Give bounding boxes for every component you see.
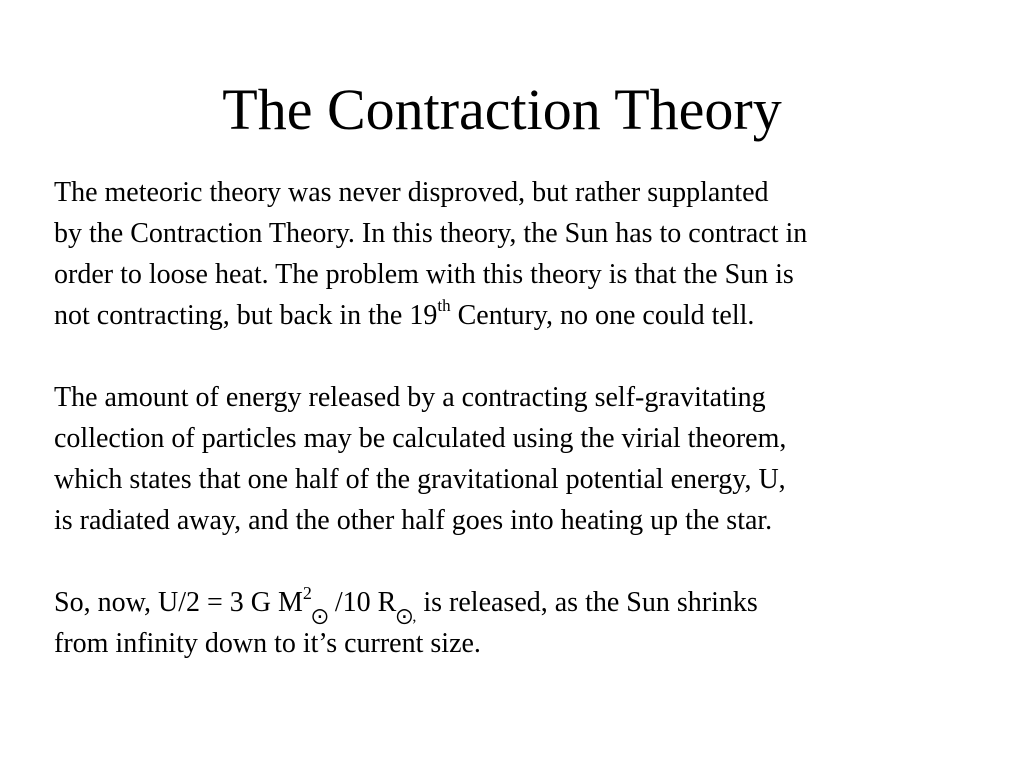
text-line bbox=[54, 295, 1004, 336]
paragraph-virial-theorem bbox=[54, 377, 1004, 541]
text-line: collection of particles may be calculated using the virial theorem, bbox=[54, 423, 787, 454]
equation-segment: is released, as the Sun shrinks bbox=[416, 587, 758, 618]
text-segment: Century, no one could tell. bbox=[450, 300, 755, 331]
text-line: order to loose heat. The problem with this theory is that the Sun is bbox=[54, 259, 794, 290]
text-segment: not contracting, but back in the 19 bbox=[54, 300, 438, 331]
text-line: from infinity down to it’s current size. bbox=[54, 628, 481, 659]
paragraph-spacer bbox=[54, 336, 1004, 377]
equation-segment: /10 R bbox=[327, 587, 397, 618]
slide-title: The Contraction Theory bbox=[222, 77, 782, 142]
text-line: which states that one half of the gravitational potential energy, U, bbox=[54, 464, 786, 495]
exponent-superscript: 2 bbox=[302, 582, 312, 603]
text-line: The meteoric theory was never disproved, but rather supplanted bbox=[54, 177, 769, 208]
text-line: by the Contraction Theory. In this theory, the Sun has to contract in bbox=[54, 218, 808, 249]
equation-segment: So, now, U/2 = 3 G M bbox=[54, 587, 303, 618]
paragraph-energy-equation bbox=[54, 582, 1004, 664]
text-line: is radiated away, and the other half goes into heating up the star. bbox=[54, 505, 773, 536]
paragraph-meteoric-theory bbox=[54, 172, 1004, 336]
sun-symbol-icon: ⨀, bbox=[396, 608, 417, 625]
sun-symbol-icon: ⨀ bbox=[311, 608, 328, 625]
paragraph-spacer bbox=[54, 541, 1004, 582]
equation-line bbox=[54, 582, 1004, 623]
slide-body bbox=[54, 172, 1004, 664]
text-line: The amount of energy released by a contracting self-gravitating bbox=[54, 382, 766, 413]
ordinal-superscript: th bbox=[437, 295, 451, 315]
